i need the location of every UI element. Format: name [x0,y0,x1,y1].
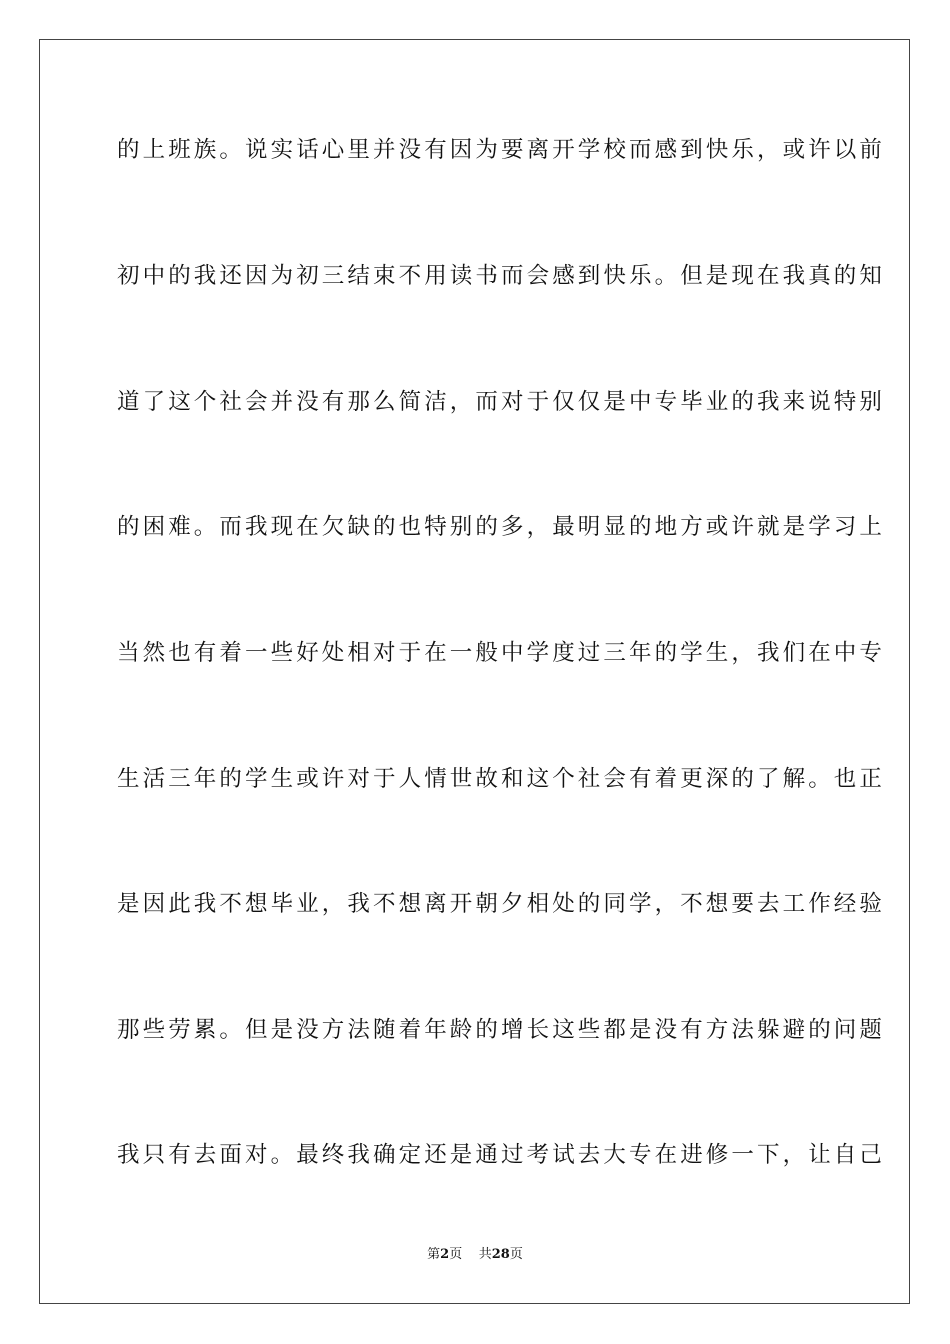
page-prefix: 第 [427,1247,441,1262]
total-pages: 28 [491,1247,510,1262]
total-prefix: 共 [478,1247,492,1262]
page-footer [0,1246,950,1264]
text-line: 那些劳累。但是没方法随着年龄的增长这些都是没有方法躲避的问题 [117,1017,886,1043]
text-line: 的上班族。说实话心里并没有因为要离开学校而感到快乐，或许以前 [117,137,886,163]
text-line: 的困难。而我现在欠缺的也特别的多，最明显的地方或许就是学习上 [117,514,886,540]
text-line: 我只有去面对。最终我确定还是通过考试去大专在进修一下，让自己 [117,1142,886,1168]
page-suffix: 页 [449,1247,463,1262]
text-line: 生活三年的学生或许对于人情世故和这个社会有着更深的了解。也正 [117,766,886,792]
text-line: 道了这个社会并没有那么简洁，而对于仅仅是中专毕业的我来说特别 [117,389,886,415]
page-border [39,39,910,1304]
text-line: 当然也有着一些好处相对于在一般中学度过三年的学生，我们在中专 [117,640,886,666]
text-line: 是因此我不想毕业，我不想离开朝夕相处的同学，不想要去工作经验 [117,891,886,917]
page-number: 2 [440,1247,450,1262]
total-suffix: 页 [509,1247,523,1262]
text-line: 初中的我还因为初三结束不用读书而会感到快乐。但是现在我真的知 [117,263,886,289]
